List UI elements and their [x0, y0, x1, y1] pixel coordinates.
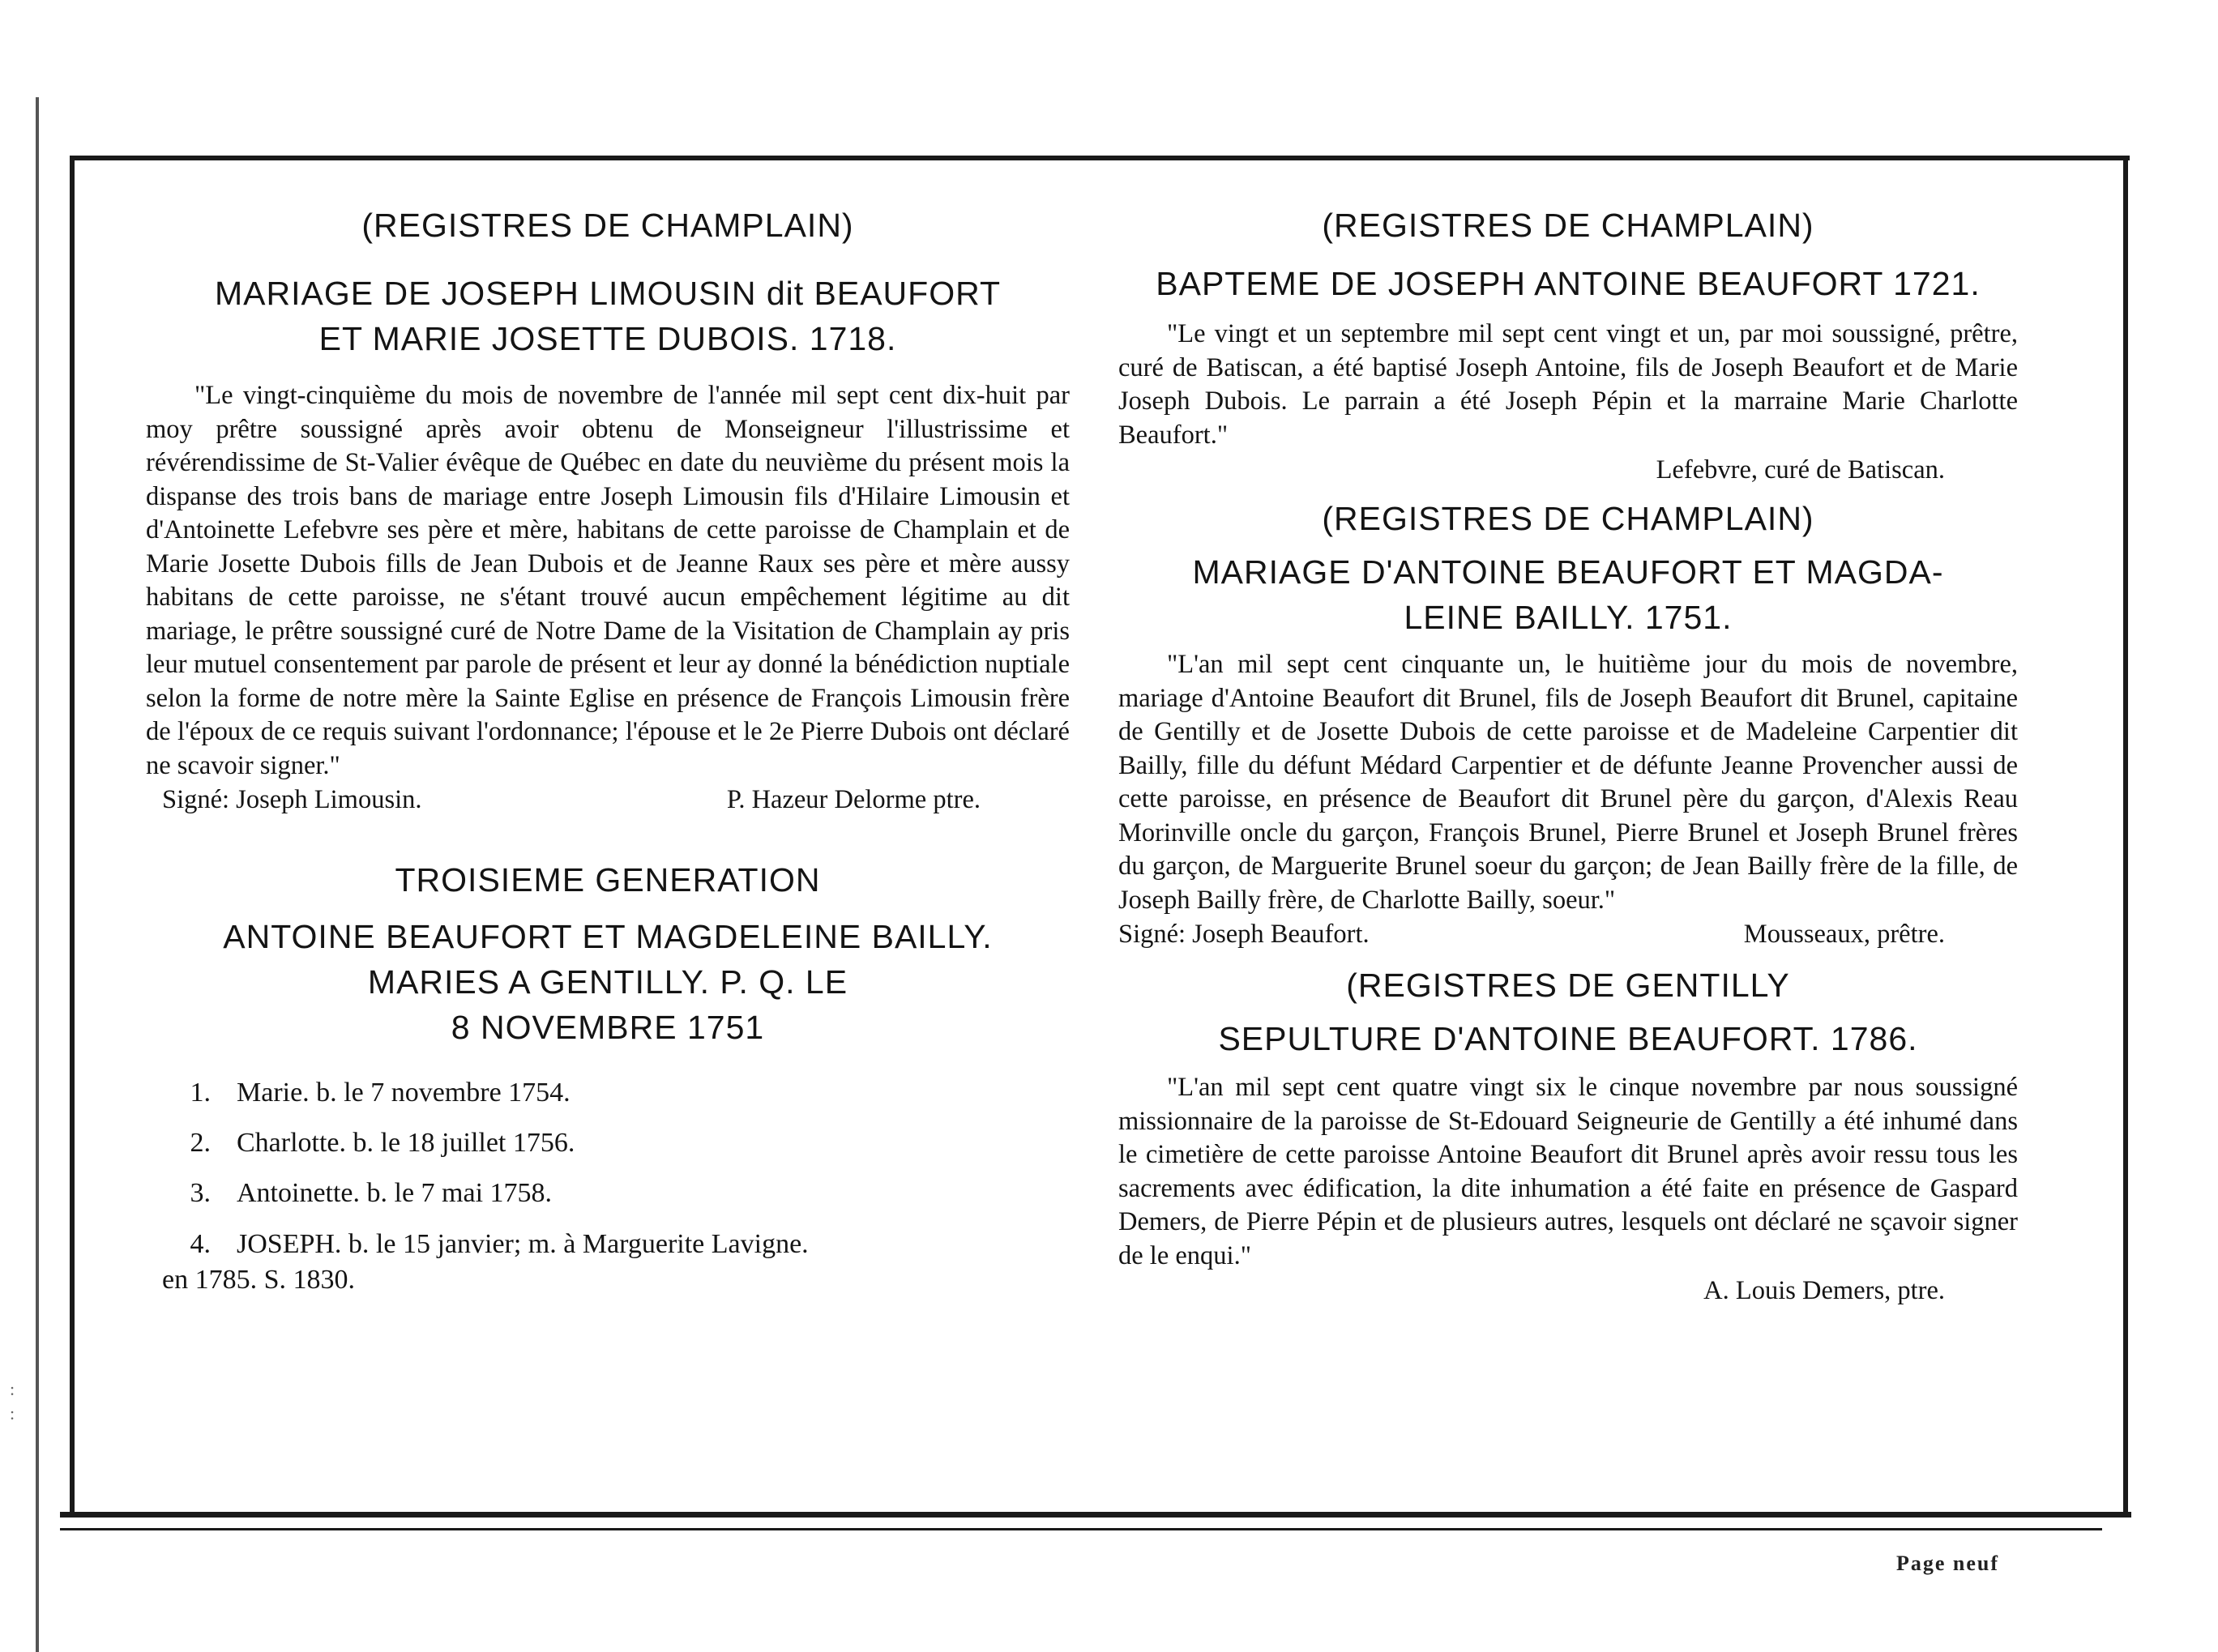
list-item	[146, 1227, 1070, 1262]
marriage-1751-source-heading: (REGISTRES DE CHAMPLAIN)	[1322, 500, 1814, 537]
frame-left-rule	[70, 156, 75, 1517]
left-column	[146, 203, 1070, 1298]
frame-bottom-rule	[60, 1512, 2131, 1518]
burial-title: SEPULTURE D'ANTOINE BEAUFORT. 1786.	[1218, 1020, 1918, 1057]
frame-right-rule	[2123, 156, 2128, 1517]
burial-record-text: "L'an mil sept cent quatre vingt six le cinque novembre par nous soussigné missionnaire de la paroisse de St-Edouard Seigneurie de Gentilly a été inhumé dans le cimetière de cette paroisse Antoine Beaufort dit Brunel après avoir ressu tous les sacrements avec édification, la dite inhumation a été faite en présence de Gaspard Demers, de Pierre Pépin et de plusieurs autres, lesquels ont déclaré ne sçavoir signer de le enqui."	[1118, 1073, 2018, 1270]
left-signed-groom: Signé: Joseph Limousin.	[162, 785, 422, 814]
child-entry: Antoinette. b. le 7 mai 1758.	[237, 1178, 553, 1208]
child-number: 3.	[190, 1178, 211, 1208]
couple-line-3: 8 NOVEMBRE 1751	[451, 1009, 765, 1046]
child-entry: JOSEPH. b. le 15 janvier; m. à Marguerite Lavigne.	[237, 1229, 809, 1259]
left-title-line-2: ET MARIE JOSETTE DUBOIS. 1718.	[318, 320, 897, 357]
margin-marks: : :	[10, 1379, 15, 1424]
list-item	[146, 1068, 1070, 1118]
marriage-1751-signatures	[1118, 917, 2018, 951]
child-number: 2.	[190, 1128, 211, 1158]
couple-line-2: MARIES A GENTILLY. P. Q. LE	[367, 963, 848, 1001]
child-entry: Charlotte. b. le 18 juillet 1756.	[237, 1128, 575, 1158]
left-title-line-1: MARIAGE DE JOSEPH LIMOUSIN dit BEAUFORT	[214, 275, 1002, 312]
baptism-source-heading: (REGISTRES DE CHAMPLAIN)	[1322, 207, 1814, 244]
left-signatures	[146, 783, 1070, 817]
page-label: Page neuf	[1896, 1552, 2000, 1575]
marriage-1751-signed-groom: Signé: Joseph Beaufort.	[1118, 920, 1370, 949]
list-item	[146, 1118, 1070, 1168]
list-item	[146, 1168, 1070, 1219]
right-column	[1118, 203, 2018, 1308]
left-signed-priest: P. Hazeur Delorme ptre.	[726, 785, 981, 814]
marriage-1751-signed-priest: Mousseaux, prêtre.	[1743, 920, 1945, 949]
couple-line-1: ANTOINE BEAUFORT ET MAGDELEINE BAILLY.	[223, 918, 993, 955]
baptism-signature: Lefebvre, curé de Batiscan.	[1656, 455, 1945, 485]
burial-signature: A. Louis Demers, ptre.	[1703, 1276, 1945, 1305]
left-marriage-record-text: "Le vingt-cinquième du mois de novembre de l'année mil sept cent dix-huit par moy prêtre soussigné après avoir obtenu de Monseigneur l'illustrissime et révérendissime de St-Valier évêque de Québec en date du neuvième du présent mois la dispanse des trois bans de mariage entre Joseph Limousin fils d'Hilaire Limousin et d'Antoinette Lefebvre ses père et mère, habitans de cette paroisse de Champlain et de Marie Josette Dubois fills de Jean Dubois et de Jeanne Raux ses père et mère aussy habitans de cette paroisse, ne s'étant trouvé aucun empêchement légitime au dit mariage, le prêtre soussigné curé de Notre Dame de la Visitation de Champlain ay pris leur mutuel consentement par parole de présent et leur ay donné la bénédiction nuptiale selon la forme de notre mère la Sainte Eglise en présence de François Limousin frère de l'époux de ce requis suivant l'ordonnance; l'épouse et le 2e Pierre Dubois ont déclaré ne scavoir signer."	[146, 381, 1070, 780]
child-number: 1.	[190, 1078, 211, 1108]
child-number: 4.	[190, 1229, 211, 1259]
scan-edge-line	[36, 97, 39, 1652]
baptism-title: BAPTEME DE JOSEPH ANTOINE BEAUFORT 1721.	[1156, 265, 1981, 302]
child-entry: Marie. b. le 7 novembre 1754.	[237, 1078, 571, 1108]
marriage-1751-title-line-1: MARIAGE D'ANTOINE BEAUFORT ET MAGDA-	[1192, 553, 1944, 591]
children-list	[146, 1068, 1070, 1262]
generation-heading: TROISIEME GENERATION	[395, 861, 821, 899]
left-source-heading: (REGISTRES DE CHAMPLAIN)	[361, 207, 854, 244]
frame-top-rule	[70, 156, 2130, 160]
baptism-record-text: "Le vingt et un septembre mil sept cent vingt et un, par moi soussigné, prêtre, curé de Batiscan, a été baptisé Joseph Antoine, fils de Joseph Beaufort et de Marie Joseph Dubois. Le parrain a été Joseph Pépin et la marraine Marie Charlotte Beaufort."	[1118, 319, 2018, 450]
marriage-1751-record-text: "L'an mil sept cent cinquante un, le huitième jour du mois de novembre, mariage d'Antoine Beaufort dit Brunel, fils de Joseph Beaufort dit Brunel, capitaine de Gentilly et de Josette Dubois de cette paroisse et de Madeleine Carpentier dit Bailly, fille du défunt Médard Carpentier et de défunte Jeanne Provencher aussi de cette paroisse, en présence de Beaufort dit Brunel père du garçon, d'Alexis Reau Morinville oncle du garçon, François Brunel, Pierre Brunel et Joseph Brunel frères du garçon, de Marguerite Brunel soeur du garçon; de Jean Bailly frère de la fille, de Joseph Bailly frère, de Charlotte Bailly, soeur."	[1118, 650, 2018, 915]
marriage-1751-title-line-2: LEINE BAILLY. 1751.	[1404, 599, 1733, 636]
burial-source-heading: (REGISTRES DE GENTILLY	[1346, 967, 1790, 1004]
child4-continuation: en 1785. S. 1830.	[162, 1265, 355, 1295]
frame-bottom-rule-inner	[60, 1528, 2102, 1530]
